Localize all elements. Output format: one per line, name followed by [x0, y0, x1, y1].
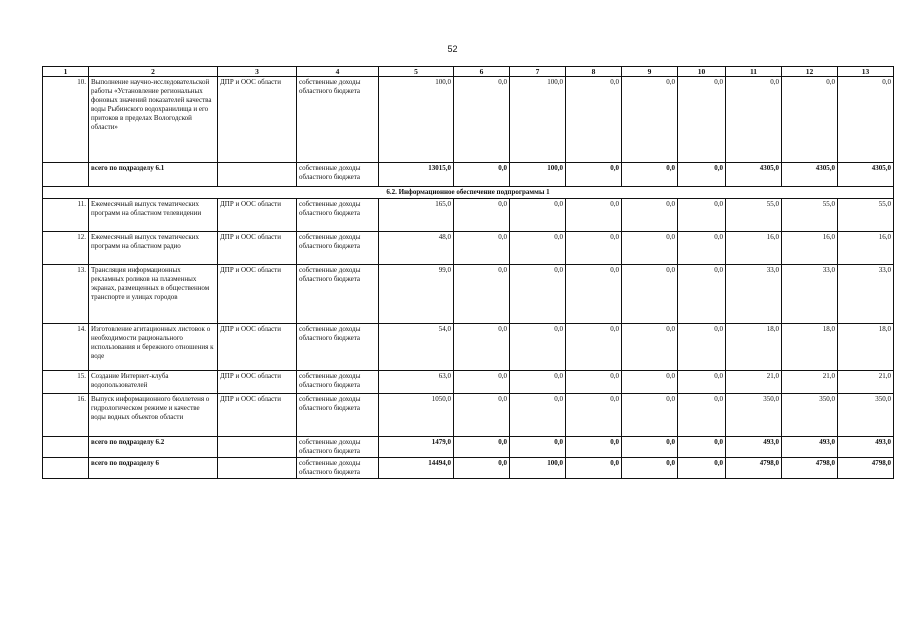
funding-source: собственные доходы областного бюджета — [297, 394, 379, 437]
measure-name: Ежемесячный выпуск тематических программ на областном радио — [89, 232, 218, 265]
section-row — [43, 187, 894, 199]
value-cell: 48,0 — [379, 232, 454, 265]
value-cell: 0,0 — [510, 265, 566, 324]
executor: ДПР и ООС области — [218, 265, 297, 324]
value-cell: 0,0 — [566, 371, 622, 394]
column-header: 9 — [622, 67, 678, 77]
executor: ДПР и ООС области — [218, 232, 297, 265]
column-header: 6 — [454, 67, 510, 77]
value-cell: 0,0 — [622, 232, 678, 265]
value-cell: 0,0 — [622, 163, 678, 187]
column-header: 3 — [218, 67, 297, 77]
row-number: 14. — [43, 324, 89, 371]
column-header: 13 — [838, 67, 894, 77]
value-cell: 0,0 — [622, 371, 678, 394]
value-cell: 0,0 — [454, 371, 510, 394]
value-cell: 4798,0 — [838, 458, 894, 479]
value-cell: 54,0 — [379, 324, 454, 371]
executor-cell — [218, 163, 297, 187]
value-cell: 0,0 — [454, 232, 510, 265]
table-row — [43, 371, 894, 394]
column-header: 1 — [43, 67, 89, 77]
value-cell: 0,0 — [622, 77, 678, 163]
value-cell: 18,0 — [782, 324, 838, 371]
funding-source: собственные доходы областного бюджета — [297, 371, 379, 394]
value-cell: 16,0 — [726, 232, 782, 265]
value-cell: 0,0 — [678, 324, 726, 371]
value-cell: 0,0 — [454, 394, 510, 437]
executor-cell — [218, 458, 297, 479]
value-cell: 33,0 — [838, 265, 894, 324]
value-cell: 0,0 — [678, 394, 726, 437]
value-cell: 0,0 — [622, 265, 678, 324]
column-header: 2 — [89, 67, 218, 77]
funding-source: собственные доходы областного бюджета — [297, 265, 379, 324]
executor: ДПР и ООС области — [218, 371, 297, 394]
measure-name: Создание Интернет-клуба водопользователей — [89, 371, 218, 394]
measure-name: Выпуск информационного бюллетеня о гидрологическом режиме и качестве воды водных объектов области — [89, 394, 218, 437]
value-cell: 14494,0 — [379, 458, 454, 479]
value-cell: 18,0 — [726, 324, 782, 371]
table-row — [43, 199, 894, 232]
funding-source: собственные доходы областного бюджета — [297, 437, 379, 458]
table-row — [43, 77, 894, 163]
column-header: 4 — [297, 67, 379, 77]
value-cell: 0,0 — [678, 199, 726, 232]
value-cell: 0,0 — [566, 77, 622, 163]
measure-name: Трансляция информационных рекламных роликов на плазменных экранах, размещенных в общественном транспорте и улицах городов — [89, 265, 218, 324]
value-cell: 0,0 — [678, 458, 726, 479]
funding-source: собственные доходы областного бюджета — [297, 163, 379, 187]
funding-source: собственные доходы областного бюджета — [297, 77, 379, 163]
value-cell: 0,0 — [678, 77, 726, 163]
total-row — [43, 458, 894, 479]
value-cell: 350,0 — [838, 394, 894, 437]
executor: ДПР и ООС области — [218, 324, 297, 371]
total-label: всего по подразделу 6.2 — [89, 437, 218, 458]
value-cell: 4305,0 — [838, 163, 894, 187]
value-cell: 0,0 — [678, 437, 726, 458]
value-cell: 0,0 — [678, 265, 726, 324]
value-cell: 4305,0 — [726, 163, 782, 187]
value-cell: 55,0 — [782, 199, 838, 232]
measure-name: Изготовление агитационных листовок о необходимости рационального использования и бережного отношения к воде — [89, 324, 218, 371]
value-cell: 21,0 — [838, 371, 894, 394]
value-cell: 0,0 — [622, 199, 678, 232]
row-number: 10. — [43, 77, 89, 163]
value-cell: 4798,0 — [726, 458, 782, 479]
executor: ДПР и ООС области — [218, 77, 297, 163]
value-cell: 1479,0 — [379, 437, 454, 458]
measure-name: Ежемесячный выпуск тематических программ на областном телевидении — [89, 199, 218, 232]
column-header-row — [43, 67, 894, 77]
page-number: 52 — [447, 44, 458, 54]
column-header: 10 — [678, 67, 726, 77]
value-cell: 1050,0 — [379, 394, 454, 437]
value-cell: 0,0 — [454, 265, 510, 324]
total-label: всего по подразделу 6.1 — [89, 163, 218, 187]
value-cell: 0,0 — [622, 458, 678, 479]
row-number-cell — [43, 163, 89, 187]
value-cell: 4305,0 — [782, 163, 838, 187]
value-cell: 350,0 — [726, 394, 782, 437]
value-cell: 99,0 — [379, 265, 454, 324]
value-cell: 0,0 — [678, 163, 726, 187]
funding-source: собственные доходы областного бюджета — [297, 324, 379, 371]
funding-source: собственные доходы областного бюджета — [297, 458, 379, 479]
value-cell: 0,0 — [622, 394, 678, 437]
value-cell: 33,0 — [726, 265, 782, 324]
value-cell: 0,0 — [510, 437, 566, 458]
executor-cell — [218, 437, 297, 458]
funding-source: собственные доходы областного бюджета — [297, 232, 379, 265]
value-cell: 21,0 — [782, 371, 838, 394]
value-cell: 100,0 — [510, 163, 566, 187]
value-cell: 0,0 — [726, 77, 782, 163]
table-row — [43, 394, 894, 437]
value-cell: 16,0 — [838, 232, 894, 265]
table-row — [43, 265, 894, 324]
value-cell: 0,0 — [566, 265, 622, 324]
value-cell: 0,0 — [454, 199, 510, 232]
value-cell: 18,0 — [838, 324, 894, 371]
value-cell: 0,0 — [510, 232, 566, 265]
value-cell: 100,0 — [379, 77, 454, 163]
value-cell: 0,0 — [510, 324, 566, 371]
column-header: 12 — [782, 67, 838, 77]
value-cell: 0,0 — [510, 394, 566, 437]
value-cell: 0,0 — [782, 77, 838, 163]
value-cell: 493,0 — [726, 437, 782, 458]
total-row — [43, 163, 894, 187]
value-cell: 0,0 — [566, 458, 622, 479]
value-cell: 0,0 — [566, 163, 622, 187]
value-cell: 0,0 — [678, 232, 726, 265]
value-cell: 165,0 — [379, 199, 454, 232]
measure-name: Выполнение научно-исследовательской работы «Установление региональных фоновых значений показателей качества воды Рыбинского водохранилища и его притоков в пределах Вологодской области» — [89, 77, 218, 163]
value-cell: 100,0 — [510, 458, 566, 479]
value-cell: 0,0 — [566, 232, 622, 265]
row-number: 12. — [43, 232, 89, 265]
row-number: 13. — [43, 265, 89, 324]
value-cell: 0,0 — [566, 199, 622, 232]
value-cell: 33,0 — [782, 265, 838, 324]
value-cell: 0,0 — [566, 437, 622, 458]
value-cell: 0,0 — [622, 324, 678, 371]
table-row — [43, 232, 894, 265]
value-cell: 55,0 — [838, 199, 894, 232]
section-title: 6.2. Информационное обеспечение подпрограммы 1 — [43, 187, 894, 199]
value-cell: 0,0 — [454, 163, 510, 187]
value-cell: 493,0 — [838, 437, 894, 458]
value-cell: 16,0 — [782, 232, 838, 265]
value-cell: 0,0 — [566, 324, 622, 371]
value-cell: 100,0 — [510, 77, 566, 163]
value-cell: 0,0 — [454, 77, 510, 163]
column-header: 8 — [566, 67, 622, 77]
value-cell: 21,0 — [726, 371, 782, 394]
value-cell: 0,0 — [510, 199, 566, 232]
row-number: 16. — [43, 394, 89, 437]
value-cell: 4798,0 — [782, 458, 838, 479]
budget-table — [42, 66, 894, 479]
value-cell: 0,0 — [510, 371, 566, 394]
column-header: 5 — [379, 67, 454, 77]
executor: ДПР и ООС области — [218, 394, 297, 437]
value-cell: 350,0 — [782, 394, 838, 437]
table-row — [43, 324, 894, 371]
value-cell: 0,0 — [622, 437, 678, 458]
value-cell: 63,0 — [379, 371, 454, 394]
value-cell: 0,0 — [454, 437, 510, 458]
row-number-cell — [43, 458, 89, 479]
value-cell: 0,0 — [454, 324, 510, 371]
value-cell: 13015,0 — [379, 163, 454, 187]
value-cell: 493,0 — [782, 437, 838, 458]
value-cell: 0,0 — [838, 77, 894, 163]
total-row — [43, 437, 894, 458]
row-number-cell — [43, 437, 89, 458]
row-number: 15. — [43, 371, 89, 394]
value-cell: 55,0 — [726, 199, 782, 232]
value-cell: 0,0 — [678, 371, 726, 394]
value-cell: 0,0 — [454, 458, 510, 479]
value-cell: 0,0 — [566, 394, 622, 437]
column-header: 7 — [510, 67, 566, 77]
row-number: 11. — [43, 199, 89, 232]
column-header: 11 — [726, 67, 782, 77]
funding-source: собственные доходы областного бюджета — [297, 199, 379, 232]
executor: ДПР и ООС области — [218, 199, 297, 232]
total-label: всего по подразделу 6 — [89, 458, 218, 479]
